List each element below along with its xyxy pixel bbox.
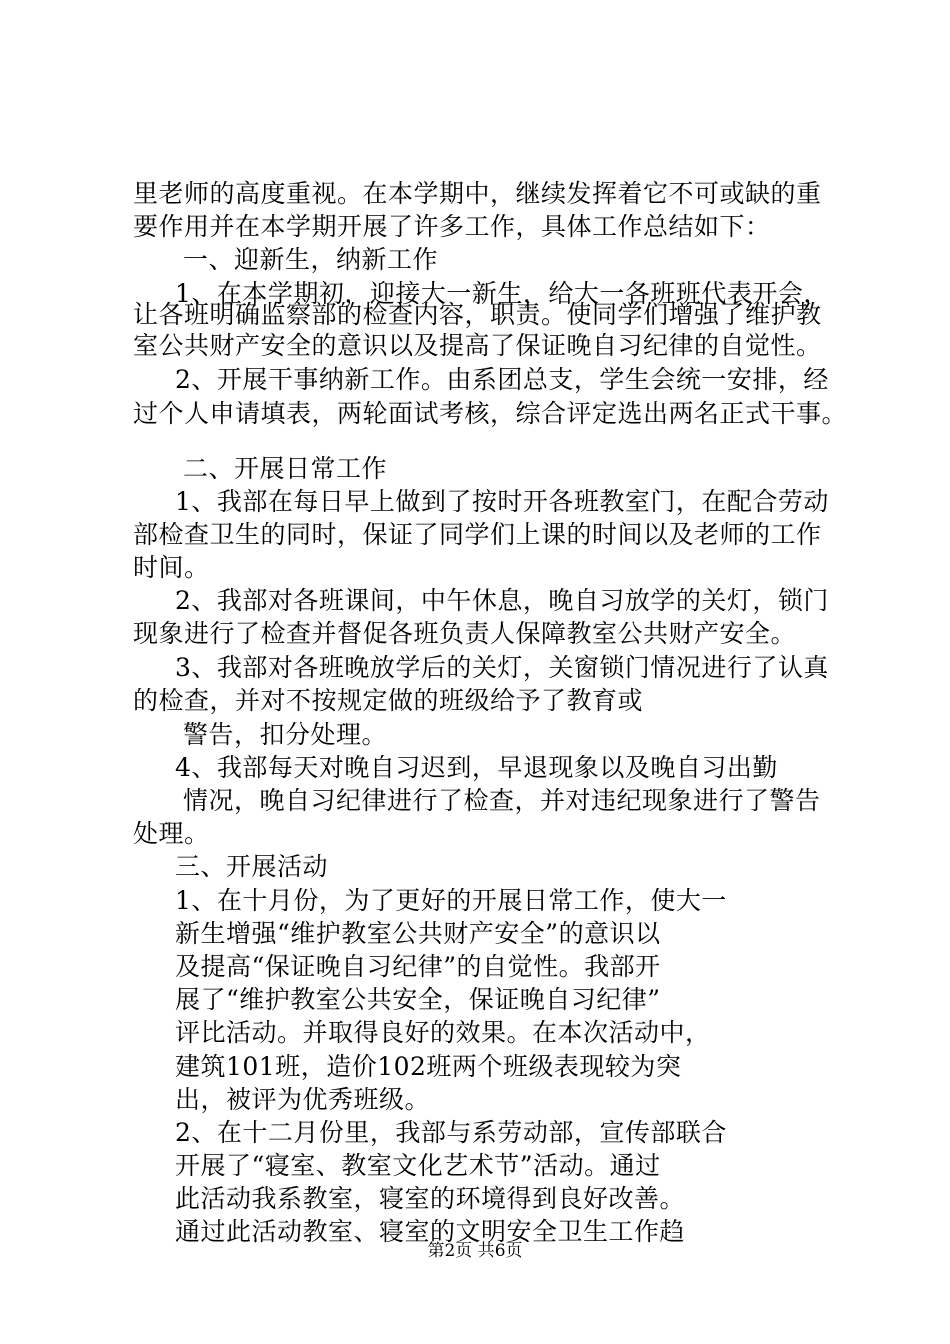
text-line: 展了“维护教室公共安全，保证晚自习纪律”	[175, 985, 661, 1014]
text-line: 时间。	[133, 553, 210, 582]
text-line: 4、我部每天对晚自习迟到，早退现象以及晚自习出勤	[175, 753, 778, 782]
text-line: 3、我部对各班晚放学后的关灯，关窗锁门情况进行了认真	[175, 653, 829, 682]
text-line: 现象进行了检查并督促各班负责人保障教室公共财产安全。	[133, 619, 797, 648]
text-line: 2、开展干事纳新工作。由系团总支，学生会统一安排，经	[175, 365, 829, 394]
text-line: 让各班明确监察部的检查内容，职责。使同学们增强了维护教	[133, 300, 822, 329]
section-heading: 三、开展活动	[175, 852, 329, 881]
text-line: 部检查卫生的同时，保证了同学们上课的时间以及老师的工作	[133, 520, 822, 549]
text-line: 要作用并在本学期开展了许多工作，具体工作总结如下：	[133, 212, 771, 241]
text-line: 的检查，并对不按规定做的班级给予了教育或	[133, 686, 644, 715]
text-line: 情况，晚自习纪律进行了检查，并对违纪现象进行了警告	[183, 786, 821, 815]
text-line: 里老师的高度重视。在本学期中，继续发挥着它不可或缺的重	[133, 179, 822, 208]
text-line: 此活动我系教室，寝室的环境得到良好改善。	[175, 1184, 686, 1213]
text-line: 2、我部对各班课间，中午休息，晚自习放学的关灯，锁门	[175, 586, 829, 615]
text-line: 室公共财产安全的意识以及提高了保证晚自习纪律的自觉性。	[133, 331, 822, 360]
text-line: 开展了“寝室、教室文化艺术节”活动。通过	[175, 1151, 661, 1180]
text-line: 2、在十二月份里，我部与系劳动部，宣传部联合	[175, 1118, 727, 1147]
text-line: 1、我部在每日早上做到了按时开各班教室门，在配合劳动	[175, 487, 829, 516]
section-heading: 一、迎新生，纳新工作	[183, 245, 439, 274]
text-line: 出，被评为优秀班级。	[175, 1085, 431, 1114]
text-line: 通过此活动教室、寝室的文明安全卫生工作趋	[175, 1217, 686, 1246]
text-line: 过个人申请填表，两轮面试考核，综合评定选出两名正式干事。	[133, 399, 848, 428]
text-line: 及提高“保证晚自习纪律”的自觉性。我部开	[175, 952, 661, 981]
text-line: 处理。	[133, 819, 210, 848]
section-heading: 二、开展日常工作	[183, 454, 388, 483]
text-line: 1、在本学期初，迎接大一新生，给大一各班班代表开会，	[175, 279, 829, 308]
text-line: 评比活动。并取得良好的效果。在本次活动中，	[175, 1018, 711, 1047]
page-number-footer: 第2页 共6页	[427, 1241, 523, 1261]
text-line: 1、在十月份，为了更好的开展日常工作，使大一	[175, 886, 727, 915]
text-line: 警告，扣分处理。	[183, 720, 388, 749]
text-line: 建筑101班，造价102班两个班级表现较为突	[175, 1052, 682, 1081]
text-line: 新生增强“维护教室公共财产安全”的意识以	[175, 919, 661, 948]
